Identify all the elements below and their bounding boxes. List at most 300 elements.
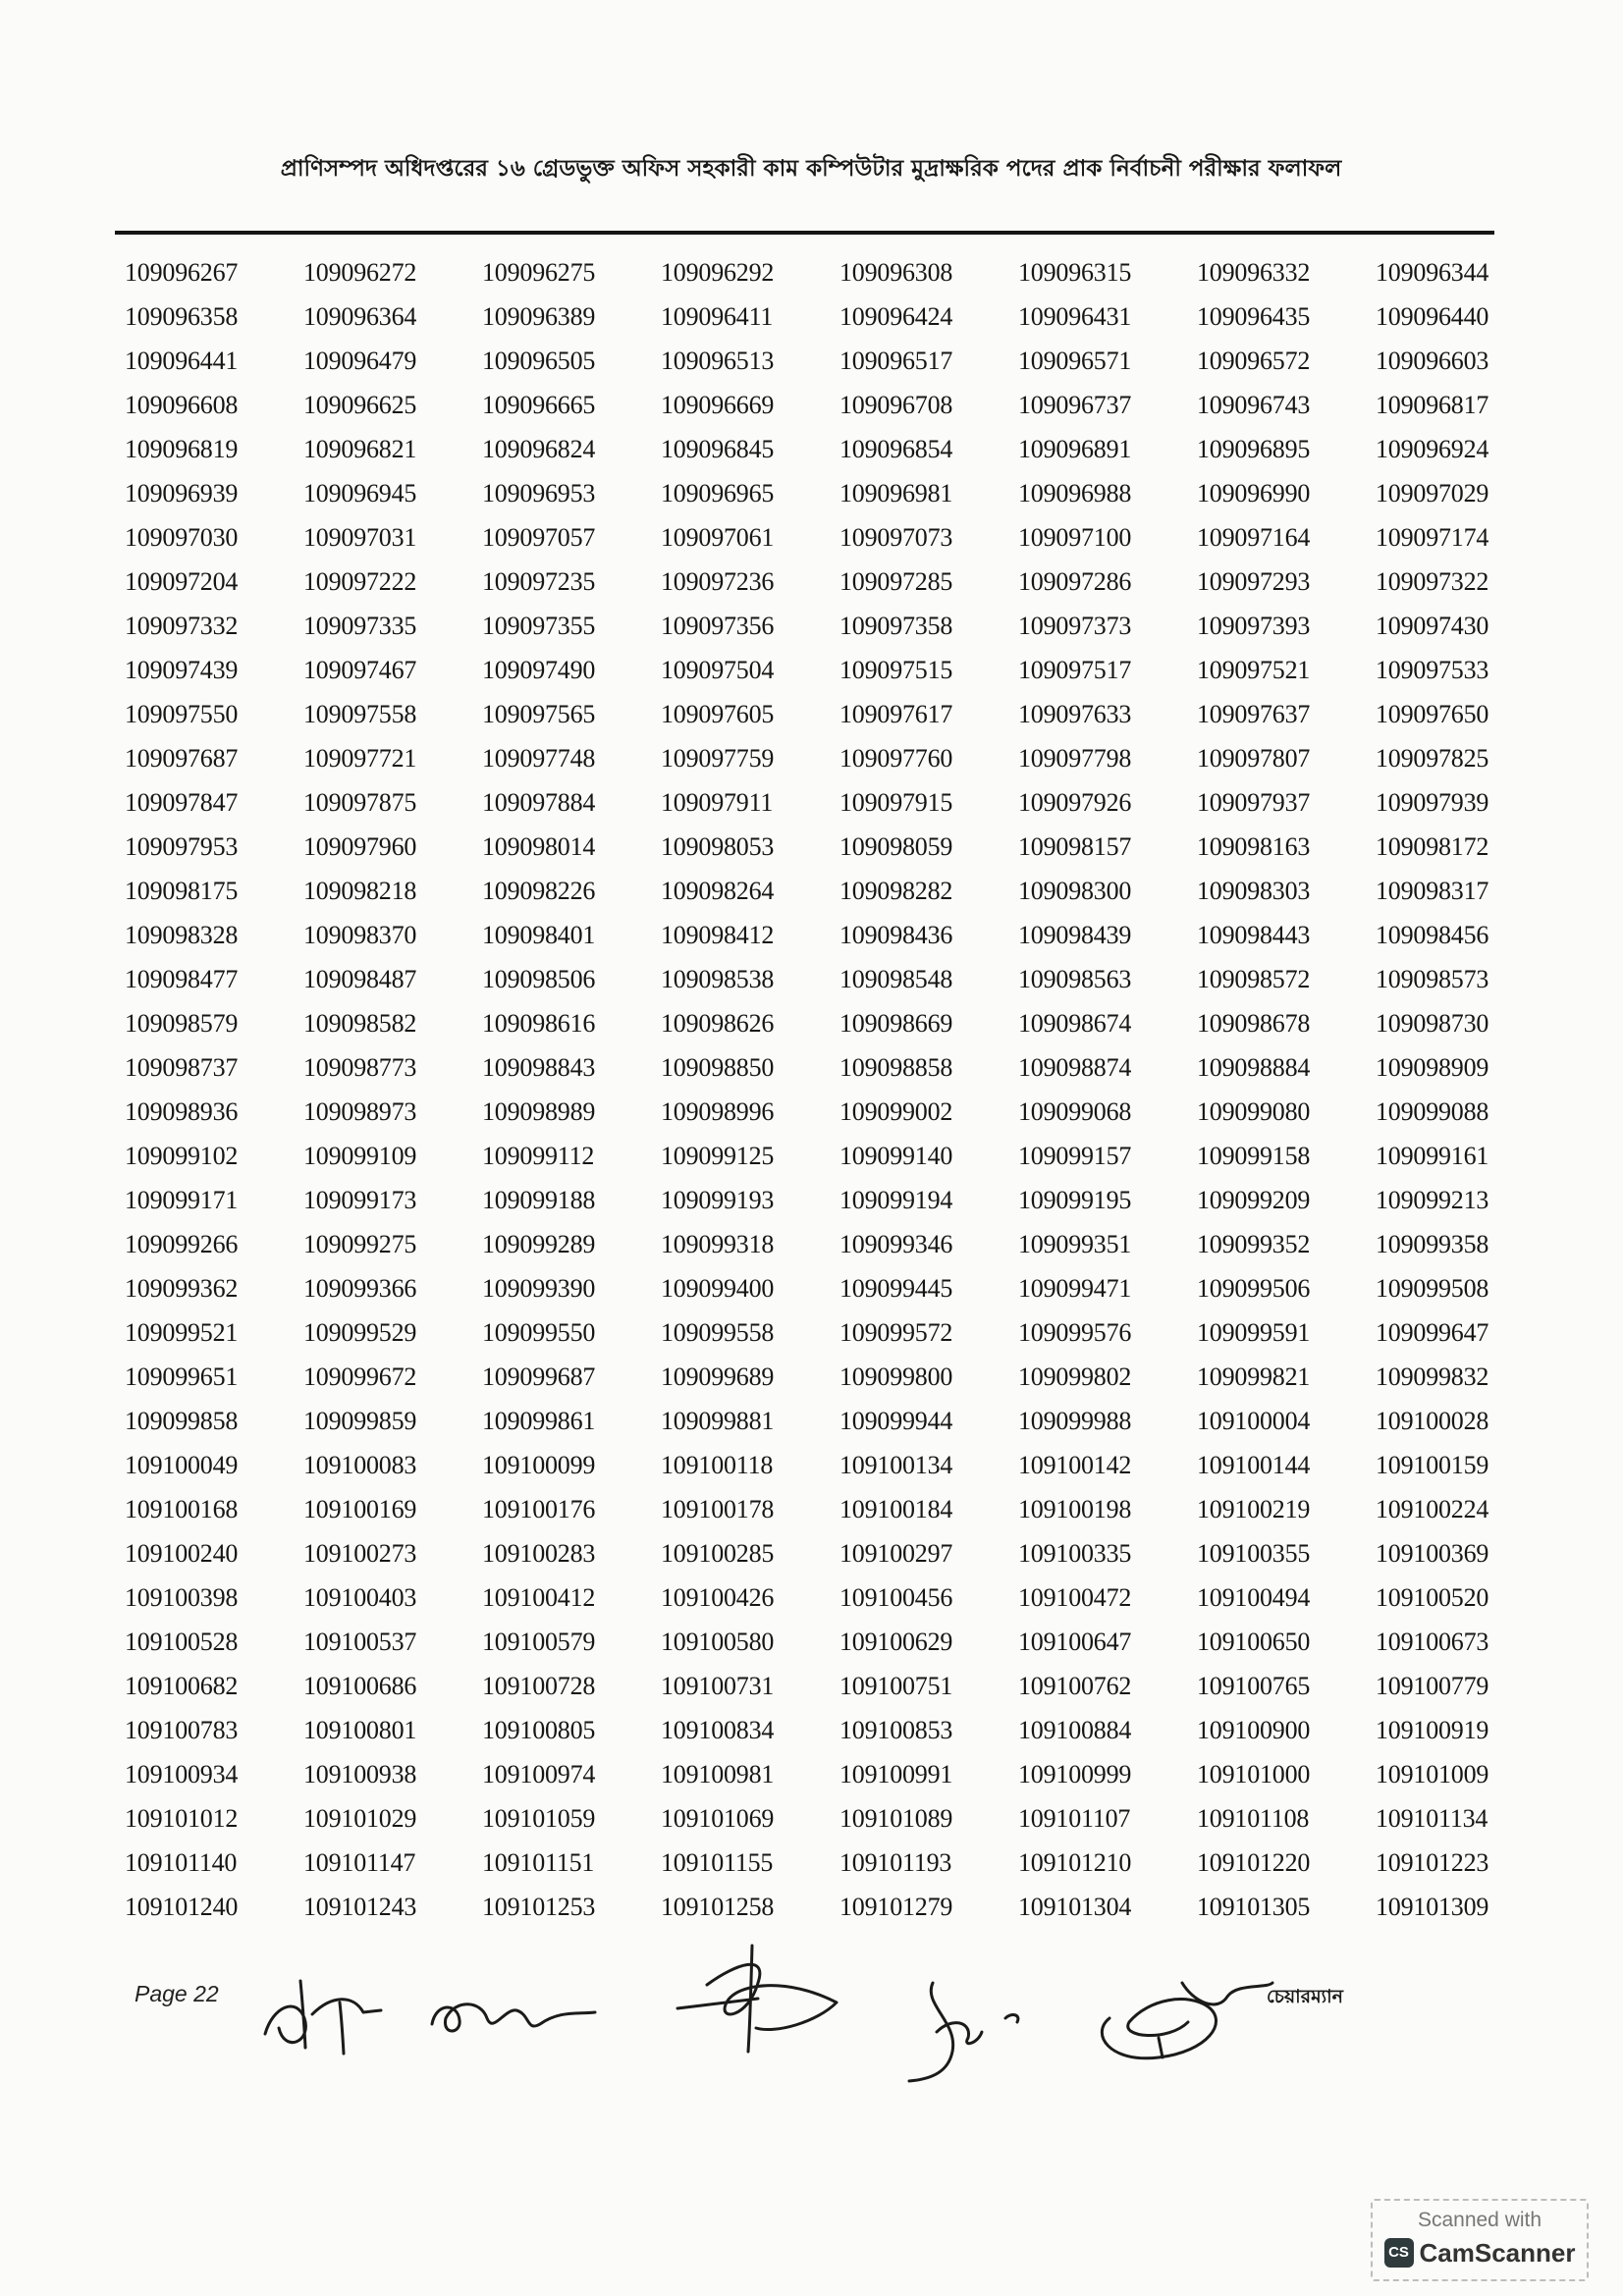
roll-number: 109097825 [1376,744,1489,773]
roll-number: 109101012 [125,1804,239,1833]
roll-number: 109100728 [482,1672,596,1700]
result-row [125,1752,1554,1796]
roll-number: 109096517 [839,347,953,375]
roll-number: 109097926 [1018,788,1132,817]
roll-number: 109100178 [661,1495,775,1523]
roll-number: 109099352 [1197,1230,1311,1258]
roll-number: 109100144 [1197,1451,1311,1479]
roll-number: 109098059 [839,832,953,861]
roll-number: 109098874 [1018,1053,1132,1082]
roll-number: 109098996 [661,1097,775,1126]
roll-number: 109099390 [482,1274,596,1303]
roll-number: 109097875 [303,788,417,817]
roll-number: 109097061 [661,523,775,552]
roll-number: 109098477 [125,965,239,993]
roll-number: 109100981 [661,1760,775,1789]
roll-number: 109099506 [1197,1274,1311,1303]
roll-number: 109097533 [1376,656,1489,684]
roll-number: 109101000 [1197,1760,1311,1789]
roll-number: 109097285 [839,567,953,596]
roll-number: 109100528 [125,1628,239,1656]
roll-number: 109101029 [303,1804,417,1833]
roll-number: 109100537 [303,1628,417,1656]
roll-number: 109100285 [661,1539,775,1568]
result-row [125,383,1554,427]
roll-number: 109101140 [125,1848,238,1877]
roll-number: 109096440 [1376,302,1489,331]
roll-number: 109097939 [1376,788,1489,817]
camscanner-logo-icon: CS [1384,2238,1414,2268]
roll-number: 109096737 [1018,391,1132,419]
roll-number: 109098678 [1197,1009,1311,1038]
roll-number: 109096441 [125,347,239,375]
roll-number: 109097937 [1197,788,1311,817]
roll-number: 109097430 [1376,612,1489,640]
roll-number: 109098843 [482,1053,596,1082]
roll-number: 109099351 [1018,1230,1132,1258]
result-row [125,1487,1554,1531]
roll-number: 109096891 [1018,435,1132,463]
roll-number: 109096945 [303,479,417,507]
roll-number: 109100240 [125,1539,239,1568]
roll-number: 109100834 [661,1716,775,1744]
roll-number: 109097355 [482,612,596,640]
roll-number: 109100900 [1197,1716,1311,1744]
result-row [125,1134,1554,1178]
roll-number: 109098487 [303,965,417,993]
roll-number: 109096965 [661,479,775,507]
roll-number: 109097057 [482,523,596,552]
roll-number: 109101009 [1376,1760,1489,1789]
roll-number: 109097236 [661,567,775,596]
roll-number: 109100297 [839,1539,953,1568]
roll-number: 109101220 [1197,1848,1311,1877]
roll-number: 109097356 [661,612,775,640]
roll-number: 109097637 [1197,700,1311,728]
roll-number: 109096411 [661,302,774,331]
roll-number: 109101089 [839,1804,953,1833]
roll-number: 109099508 [1376,1274,1489,1303]
roll-number: 109099080 [1197,1097,1311,1126]
roll-number: 109099988 [1018,1407,1132,1435]
roll-number: 109096854 [839,435,953,463]
roll-number: 109097617 [839,700,953,728]
roll-number: 109100335 [1018,1539,1132,1568]
roll-number: 109097721 [303,744,417,773]
roll-number: 109097565 [482,700,596,728]
roll-number: 109098218 [303,877,417,905]
roll-number: 109099647 [1376,1318,1489,1347]
result-row [125,1841,1554,1885]
roll-number: 109100934 [125,1760,239,1789]
roll-number: 109097517 [1018,656,1132,684]
document-title: প্রাণিসম্পদ অধিদপ্তরের ১৬ গ্রেডভুক্ত অফিস সহকারী কাম কম্পিউটার মুদ্রাক্ষরিক পদের প্রাক নির্বাচনী পরীক্ষার ফলাফল [280,156,1342,182]
roll-number: 109100224 [1376,1495,1489,1523]
roll-number: 109096389 [482,302,596,331]
roll-number: 109099521 [125,1318,239,1347]
roll-number: 109100731 [661,1672,775,1700]
roll-number: 109099002 [839,1097,953,1126]
roll-number: 109098858 [839,1053,953,1082]
roll-number: 109100494 [1197,1583,1311,1612]
roll-number: 109097953 [125,832,239,861]
roll-number: 109100853 [839,1716,953,1744]
roll-number: 109100028 [1376,1407,1489,1435]
roll-number: 109098737 [125,1053,239,1082]
roll-number: 109096424 [839,302,953,331]
roll-number: 109098616 [482,1009,596,1038]
roll-number: 109097100 [1018,523,1132,552]
roll-number: 109096895 [1197,435,1311,463]
roll-number: 109099689 [661,1362,775,1391]
roll-number: 109097030 [125,523,239,552]
roll-number: 109099802 [1018,1362,1132,1391]
roll-number: 109100991 [839,1760,953,1789]
signature-3 [677,1946,837,2052]
roll-number: 109099125 [661,1142,775,1170]
roll-number: 109097174 [1376,523,1489,552]
roll-number: 109098300 [1018,877,1132,905]
roll-number: 109099161 [1376,1142,1489,1170]
signatory-title: চেয়ারম্যান [1267,1986,1344,2007]
roll-number: 109097550 [125,700,239,728]
roll-number: 109098936 [125,1097,239,1126]
roll-number: 109099358 [1376,1230,1489,1258]
roll-number: 109100673 [1376,1628,1489,1656]
roll-number: 109096665 [482,391,596,419]
roll-number: 109098582 [303,1009,417,1038]
roll-number: 109100765 [1197,1672,1311,1700]
roll-number: 109096267 [125,258,239,287]
roll-number: 109097687 [125,744,239,773]
roll-number: 109100579 [482,1628,596,1656]
roll-number: 109099832 [1376,1362,1489,1391]
roll-number: 109101258 [661,1893,775,1921]
roll-number: 109100520 [1376,1583,1489,1612]
roll-number: 109098412 [661,921,775,949]
roll-number: 109100184 [839,1495,953,1523]
roll-number: 109101107 [1018,1804,1131,1833]
roll-number: 109101240 [125,1893,239,1921]
roll-number: 109100142 [1018,1451,1132,1479]
roll-number: 109097558 [303,700,417,728]
roll-number: 109100118 [661,1451,774,1479]
roll-number: 109099213 [1376,1186,1489,1214]
roll-number: 109099687 [482,1362,596,1391]
roll-number: 109100176 [482,1495,596,1523]
roll-number: 109100580 [661,1628,775,1656]
roll-number: 109096625 [303,391,417,419]
watermark-brand-row [1373,2238,1587,2268]
roll-number: 109101108 [1197,1804,1310,1833]
roll-number: 109098401 [482,921,596,949]
result-row [125,1045,1554,1090]
roll-number: 109096819 [125,435,239,463]
roll-number: 109096990 [1197,479,1311,507]
roll-number: 109099188 [482,1186,596,1214]
roll-number: 109100783 [125,1716,239,1744]
result-row [125,648,1554,692]
roll-number: 109097332 [125,612,239,640]
roll-number: 109099195 [1018,1186,1132,1214]
result-row [125,560,1554,604]
roll-number: 109096332 [1197,258,1311,287]
roll-number: 109100198 [1018,1495,1132,1523]
roll-number: 109100629 [839,1628,953,1656]
roll-number: 109098548 [839,965,953,993]
roll-number: 109100884 [1018,1716,1132,1744]
roll-number: 109096708 [839,391,953,419]
roll-number: 109099529 [303,1318,417,1347]
roll-number: 109099400 [661,1274,775,1303]
roll-number: 109097748 [482,744,596,773]
result-row [125,250,1554,294]
roll-number: 109101059 [482,1804,596,1833]
roll-number: 109097073 [839,523,953,552]
roll-number: 109099445 [839,1274,953,1303]
roll-number: 109100650 [1197,1628,1311,1656]
result-row [125,692,1554,736]
roll-number: 109096364 [303,302,417,331]
roll-number: 109096275 [482,258,596,287]
roll-number: 109098674 [1018,1009,1132,1038]
roll-number: 109100682 [125,1672,239,1700]
roll-number: 109099858 [125,1407,239,1435]
roll-number: 109099194 [839,1186,953,1214]
roll-number: 109101151 [482,1848,595,1877]
roll-number: 109098303 [1197,877,1311,905]
roll-number: 109100398 [125,1583,239,1612]
roll-number: 109098973 [303,1097,417,1126]
roll-number: 109096431 [1018,302,1132,331]
roll-number: 109099088 [1376,1097,1489,1126]
roll-number: 109099800 [839,1362,953,1391]
roll-number: 109098989 [482,1097,596,1126]
roll-number: 109096953 [482,479,596,507]
roll-number: 109100083 [303,1451,417,1479]
roll-number: 109099171 [125,1186,239,1214]
roll-number: 109096479 [303,347,417,375]
roll-number: 109099109 [303,1142,417,1170]
roll-number: 109097884 [482,788,596,817]
result-row [125,1355,1554,1399]
roll-number: 109101279 [839,1893,953,1921]
roll-number: 109098317 [1376,877,1489,905]
result-row [125,339,1554,383]
roll-number: 109100762 [1018,1672,1132,1700]
title-divider [115,231,1494,235]
roll-number: 109097293 [1197,567,1311,596]
roll-number: 109101193 [839,1848,952,1877]
roll-number: 109099068 [1018,1097,1132,1126]
roll-number: 109099209 [1197,1186,1311,1214]
result-row [125,825,1554,869]
roll-number: 109098850 [661,1053,775,1082]
roll-number: 109097515 [839,656,953,684]
watermark-caption: Scanned with [1417,2209,1542,2231]
roll-number: 109096669 [661,391,775,419]
roll-number: 109098669 [839,1009,953,1038]
roll-number: 109096272 [303,258,417,287]
roll-number: 109096939 [125,479,239,507]
roll-number: 109099672 [303,1362,417,1391]
result-row [125,913,1554,957]
roll-number: 109098884 [1197,1053,1311,1082]
result-row [125,1796,1554,1841]
result-row [125,957,1554,1001]
roll-number: 109100219 [1197,1495,1311,1523]
roll-number: 109096845 [661,435,775,463]
roll-number: 109097960 [303,832,417,861]
roll-number: 109100412 [482,1583,596,1612]
result-row [125,471,1554,515]
roll-number: 109101243 [303,1893,417,1921]
roll-number: 109097504 [661,656,775,684]
roll-number: 109099173 [303,1186,417,1214]
roll-number: 109100049 [125,1451,239,1479]
roll-number: 109098264 [661,877,775,905]
roll-number: 109097759 [661,744,775,773]
roll-number: 109098370 [303,921,417,949]
roll-number: 109100999 [1018,1760,1132,1789]
roll-number: 109098175 [125,877,239,905]
roll-number: 109097760 [839,744,953,773]
roll-number: 109100974 [482,1760,596,1789]
roll-number: 109100273 [303,1539,417,1568]
roll-number: 109097847 [125,788,239,817]
roll-number: 109098172 [1376,832,1489,861]
roll-number: 109100369 [1376,1539,1489,1568]
roll-number: 109097029 [1376,479,1489,507]
roll-number: 109100134 [839,1451,953,1479]
roll-number: 109099651 [125,1362,239,1391]
roll-number: 109096988 [1018,479,1132,507]
roll-number: 109101253 [482,1893,596,1921]
roll-number: 109098053 [661,832,775,861]
roll-number: 109101147 [303,1848,416,1877]
roll-number: 109097911 [661,788,774,817]
roll-number: 109097031 [303,523,417,552]
page-number: Page 22 [135,1981,219,2006]
roll-number: 109099821 [1197,1362,1311,1391]
roll-number: 109099576 [1018,1318,1132,1347]
roll-number: 109101309 [1376,1893,1489,1921]
roll-number: 109099558 [661,1318,775,1347]
roll-number: 109097164 [1197,523,1311,552]
roll-number: 109098163 [1197,832,1311,861]
roll-number: 109097373 [1018,612,1132,640]
result-row [125,1531,1554,1575]
roll-number: 109099861 [482,1407,596,1435]
roll-number: 109099318 [661,1230,775,1258]
result-row [125,780,1554,825]
roll-number: 109097798 [1018,744,1132,773]
roll-number: 109101210 [1018,1848,1132,1877]
roll-number: 109096603 [1376,347,1489,375]
roll-number: 109100472 [1018,1583,1132,1612]
signatures [245,1924,1286,2101]
roll-number: 109099140 [839,1142,953,1170]
roll-number: 109099157 [1018,1142,1132,1170]
signature-2 [432,2004,595,2031]
roll-number: 109100283 [482,1539,596,1568]
roll-number: 109100647 [1018,1628,1132,1656]
roll-number: 109100779 [1376,1672,1489,1700]
roll-number: 109099275 [303,1230,417,1258]
roll-number: 109096315 [1018,258,1132,287]
signature-4 [909,1983,1018,2081]
result-row [125,604,1554,648]
roll-number: 109100938 [303,1760,417,1789]
signature-5 [1102,1983,1272,2058]
roll-number: 109101155 [661,1848,774,1877]
result-row [125,1708,1554,1752]
roll-number: 109099158 [1197,1142,1311,1170]
roll-number: 109099366 [303,1274,417,1303]
roll-number: 109098282 [839,877,953,905]
roll-number: 109098538 [661,965,775,993]
signature-1 [265,1981,381,2054]
roll-number: 109098436 [839,921,953,949]
roll-number: 109099550 [482,1318,596,1347]
roll-number: 109096608 [125,391,239,419]
result-row [125,736,1554,780]
roll-number: 109096824 [482,435,596,463]
camscanner-watermark [1371,2199,1589,2281]
roll-number: 109098157 [1018,832,1132,861]
result-row [125,1222,1554,1266]
roll-number: 109099346 [839,1230,953,1258]
roll-number: 109098572 [1197,965,1311,993]
roll-number: 109098730 [1376,1009,1489,1038]
roll-number: 109096981 [839,479,953,507]
roll-number: 109099591 [1197,1318,1311,1347]
roll-number: 109100686 [303,1672,417,1700]
roll-number: 109101069 [661,1804,775,1833]
result-row [125,869,1554,913]
result-row [125,427,1554,471]
result-row [125,1575,1554,1620]
roll-number: 109097605 [661,700,775,728]
roll-number: 109101223 [1376,1848,1489,1877]
roll-number: 109097393 [1197,612,1311,640]
roll-number: 109097633 [1018,700,1132,728]
roll-number: 109096435 [1197,302,1311,331]
roll-number: 109097467 [303,656,417,684]
roll-number: 109097650 [1376,700,1489,728]
roll-number: 109097521 [1197,656,1311,684]
roll-number: 109098573 [1376,965,1489,993]
result-row [125,1266,1554,1310]
roll-number: 109100159 [1376,1451,1489,1479]
result-row [125,1090,1554,1134]
roll-number: 109100456 [839,1583,953,1612]
roll-number: 109096821 [303,435,417,463]
roll-number: 109100099 [482,1451,596,1479]
result-row [125,1620,1554,1664]
roll-number: 109100801 [303,1716,417,1744]
roll-number: 109099362 [125,1274,239,1303]
roll-number: 109100355 [1197,1539,1311,1568]
roll-number: 109097235 [482,567,596,596]
roll-number: 109096743 [1197,391,1311,419]
roll-number: 109096571 [1018,347,1132,375]
result-row [125,1178,1554,1222]
roll-number: 109098456 [1376,921,1489,949]
roll-number: 109096505 [482,347,596,375]
roll-number: 109099944 [839,1407,953,1435]
roll-number: 109099471 [1018,1274,1132,1303]
